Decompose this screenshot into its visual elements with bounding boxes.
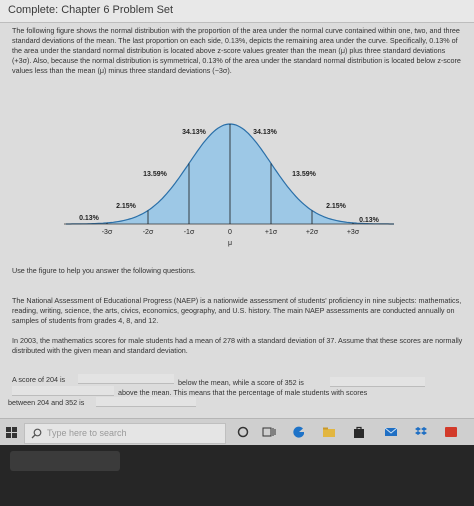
- tick-label: -1σ: [183, 229, 195, 236]
- mu-label: μ: [227, 240, 233, 247]
- store-icon[interactable]: [352, 425, 366, 439]
- monitor-bezel: [0, 445, 474, 506]
- app-icon-red[interactable]: [444, 425, 458, 439]
- question-text-2: below the mean, while a score of 352 is: [178, 378, 304, 387]
- answer-dropdown-204[interactable]: [78, 374, 174, 384]
- tick-label: +3σ: [346, 229, 360, 236]
- answer-dropdown-352[interactable]: [330, 377, 425, 387]
- task-view-icon[interactable]: [262, 425, 276, 439]
- question-text-3: above the mean. This means that the percentage of male students with scores: [118, 388, 368, 397]
- title-bar: [0, 0, 474, 23]
- edge-browser-icon[interactable]: [292, 425, 306, 439]
- bezel-reflection: [10, 451, 120, 471]
- cortana-icon[interactable]: [236, 425, 250, 439]
- tick-label: +1σ: [264, 229, 278, 236]
- answer-dropdown-spacer[interactable]: [12, 386, 114, 396]
- windows-start-icon[interactable]: [6, 427, 17, 438]
- tick-label: 0: [228, 229, 232, 236]
- region-label: 13.59%: [292, 171, 316, 178]
- instructions-text: Use the figure to help you answer the following questions.: [12, 266, 196, 275]
- dropbox-icon[interactable]: [414, 425, 428, 439]
- region-label: 0.13%: [359, 217, 379, 224]
- taskbar-search-box[interactable]: [24, 423, 226, 444]
- question-text-1: A score of 204 is: [12, 375, 66, 384]
- region-label: 2.15%: [326, 203, 346, 210]
- tick-label: -3σ: [101, 229, 113, 236]
- question-text-4: between 204 and 352 is: [8, 398, 85, 407]
- region-label: 13.59%: [143, 171, 167, 178]
- mail-icon[interactable]: [384, 425, 398, 439]
- intro-paragraph: The following figure shows the normal distribution with the proportion of the area under the normal curve contained within one, two, and three standard deviations of the mean. The last proportion on each side, 0.13%, depicts the remaining area under the curve. Specifically, 0.13% of the area under the standard normal distribution is located above z-score values greater than the mean (μ) plus three standard deviations (+3σ). Also, because the normal distribution is symmetrical, 0.13% of the area under the standard normal distribution is located below z-score values less than the mean (μ) minus three standard deviations (−3σ).: [12, 26, 461, 75]
- tick-label: +2σ: [305, 229, 319, 236]
- taskbar: [0, 418, 474, 445]
- region-label: 34.13%: [253, 129, 277, 136]
- search-icon: [31, 428, 42, 439]
- region-label: 34.13%: [182, 129, 206, 136]
- tick-labels: [102, 229, 360, 247]
- tick-label: -2σ: [142, 229, 154, 236]
- file-explorer-icon[interactable]: [322, 425, 336, 439]
- math-paragraph: In 2003, the mathematics scores for male students had a mean of 278 with a standard deviation of 37. Assume that these scores are normally distributed with the given mean and standard deviation.: [12, 336, 463, 355]
- region-label: 0.13%: [79, 215, 99, 222]
- window-title: Complete: Chapter 6 Problem Set: [8, 4, 174, 16]
- answer-dropdown-percentage[interactable]: [96, 397, 196, 407]
- search-placeholder: Type here to search: [47, 428, 127, 438]
- normal-distribution-figure: [64, 112, 394, 252]
- naep-paragraph: The National Assessment of Educational Progress (NAEP) is a nationwide assessment of students' proficiency in nine subjects: mathematics, reading, writing, science, the arts, civics, economics, geography, and U.S. history. The main NAEP assessments are conducted annually on samples of students from grades 4, 8, and 12.: [12, 296, 462, 325]
- region-label: 2.15%: [116, 203, 136, 210]
